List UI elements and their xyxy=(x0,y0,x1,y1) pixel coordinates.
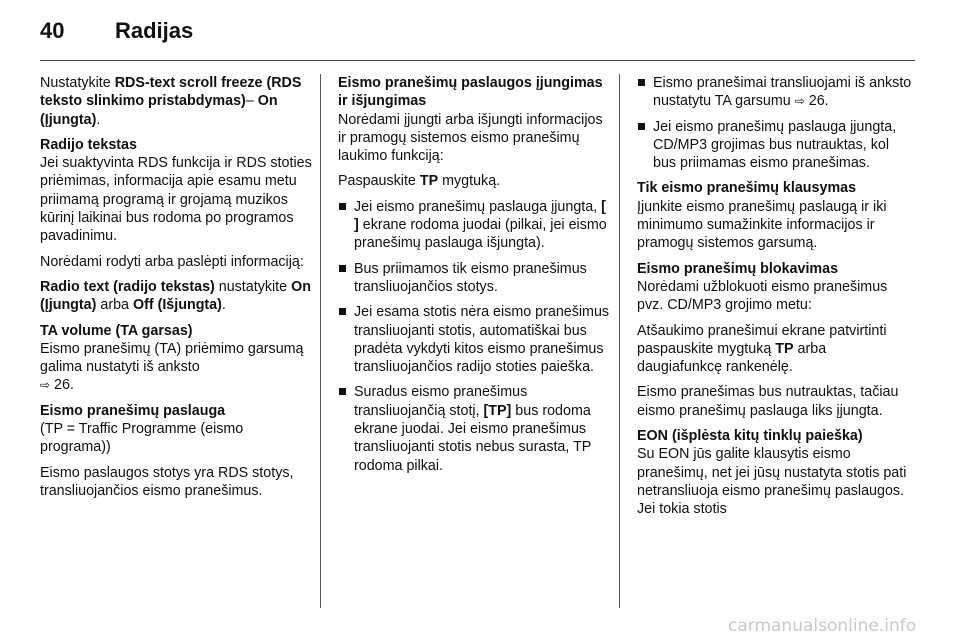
page-reference: 26. xyxy=(808,93,829,110)
block-result: Eismo pranešimas bus nutrauktas, tačiau eismo pranešimų paslauga liks įjungta. xyxy=(637,384,899,419)
rds-scroll-option: RDS-text scroll freeze (RDS teksto slinkimo pristabdymas) xyxy=(40,75,302,110)
list-item: Jei eismo pranešimų paslauga įjungta, CD/MP3 grojimas bus nutrauktas, kol bus priimamas eismo pranešimas. xyxy=(637,118,912,173)
tp-key-label: TP xyxy=(419,173,439,190)
press-tp-instruction: Paspauskite TP mygtuką. xyxy=(338,173,501,190)
radio-text-desc: Jei suaktyvinta RDS funkcija ir RDS stoties priėmimas, informacija apie esamu metu priimamą programą ir grojamą muzikos kūrinį laikinai bus rodoma po programos pavadinimu. xyxy=(40,155,312,245)
on-off-desc: Norėdami įjungti arba išjungti informacijos ir pramogų sistemos eismo pranešimų laukimo funkciją: xyxy=(338,111,603,165)
heading-traffic-service: Eismo pranešimų paslauga xyxy=(40,402,226,419)
page-title: Radijas xyxy=(115,18,194,43)
page-number: 40 xyxy=(40,18,65,43)
reference-arrow-icon: ⇨ xyxy=(40,378,51,393)
column-1 xyxy=(40,74,312,507)
radio-text-setting: Radio text (radijo tekstas) nustatykite On (Įjungta) arba Off (Išjungta). xyxy=(40,278,311,314)
on-off-bullets xyxy=(338,198,610,475)
rds-scroll-paragraph: Nustatykite RDS-text scroll freeze (RDS teksto slinkimo pristabdymas)– On (Įjungta). xyxy=(40,75,302,128)
traffic-bullets xyxy=(637,74,912,172)
block-desc: Norėdami užblokuoti eismo pranešimus pvz. CD/MP3 grojimo metu: xyxy=(637,278,888,314)
heading-eon: EON (išplėsta kitų tinklų paieška) xyxy=(637,428,863,445)
reference-arrow-icon: ⇨ xyxy=(794,94,805,109)
ta-volume-desc: Eismo pranešimų (TA) priėmimo garsumą galima nustatyti iš anksto ⇨ 26. xyxy=(40,340,304,394)
watermark: carmanualsonline.info xyxy=(728,616,917,636)
column-2 xyxy=(338,74,610,482)
heading-listen-only: Tik eismo pranešimų klausymas xyxy=(637,180,857,197)
list-item: Bus priimamos tik eismo pranešimus transliuojančios stotys. xyxy=(338,260,610,297)
block-instruction: Atšaukimo pranešimui ekrane patvirtinti paspauskite mygtuką TP arba daugiafunkcę rankenėlę. xyxy=(637,322,887,376)
list-item: Jei eismo pranešimų paslauga įjungta, [ ] ekrane rodoma juodai (pilkai, jei eismo pranešimų paslauga išjungta). xyxy=(338,198,610,253)
heading-block-traffic: Eismo pranešimų blokavimas xyxy=(637,260,839,277)
heading-ta-volume: TA volume (TA garsas) xyxy=(40,322,193,339)
tp-stations: Eismo paslaugos stotys yra RDS stotys, transliuojančios eismo pranešimus. xyxy=(40,464,294,499)
heading-radio-text: Radijo tekstas xyxy=(40,136,137,153)
list-item: Eismo pranešimai transliuojami iš anksto nustatytu TA garsumu ⇨ 26. xyxy=(637,74,912,111)
column-divider-1 xyxy=(320,74,321,608)
eon-desc: Su EON jūs galite klausytis eismo pranešimų, net jei jūsų nustatyta stotis pati netransliuoja eismo pranešimų paslaugos. Jei tokia stotis xyxy=(637,446,907,518)
radio-text-show-hide: Norėdami rodyti arba paslėpti informaciją: xyxy=(40,253,304,270)
on-option: On (Įjungta) xyxy=(40,93,278,128)
heading-traffic-on-off: Eismo pranešimų paslaugos įjungimas ir išjungimas xyxy=(338,75,603,110)
list-item: Suradus eismo pranešimus transliuojančią stotį, [TP] bus rodoma ekrane juodai. Jei eismo pranešimus transliuojanti stotis nebus surasta, TP rodoma pilkai. xyxy=(338,383,610,474)
listen-only-desc: Įjunkite eismo pranešimų paslaugą ir iki minimumo sumažinkite informacijos ir pramogų sistemos garsumą. xyxy=(637,198,887,252)
column-3 xyxy=(637,74,912,526)
column-divider-2 xyxy=(619,74,620,608)
tp-definition: (TP = Traffic Programme (eismo programa)) xyxy=(40,421,244,456)
list-item: Jei esama stotis nėra eismo pranešimus transliuojanti stotis, automatiškai bus pradėta vykdyti kitos eismo pranešimus transliuojančios radijo stoties paieška. xyxy=(338,303,610,376)
page-reference: 26. xyxy=(54,377,74,394)
header-rule xyxy=(40,60,915,61)
